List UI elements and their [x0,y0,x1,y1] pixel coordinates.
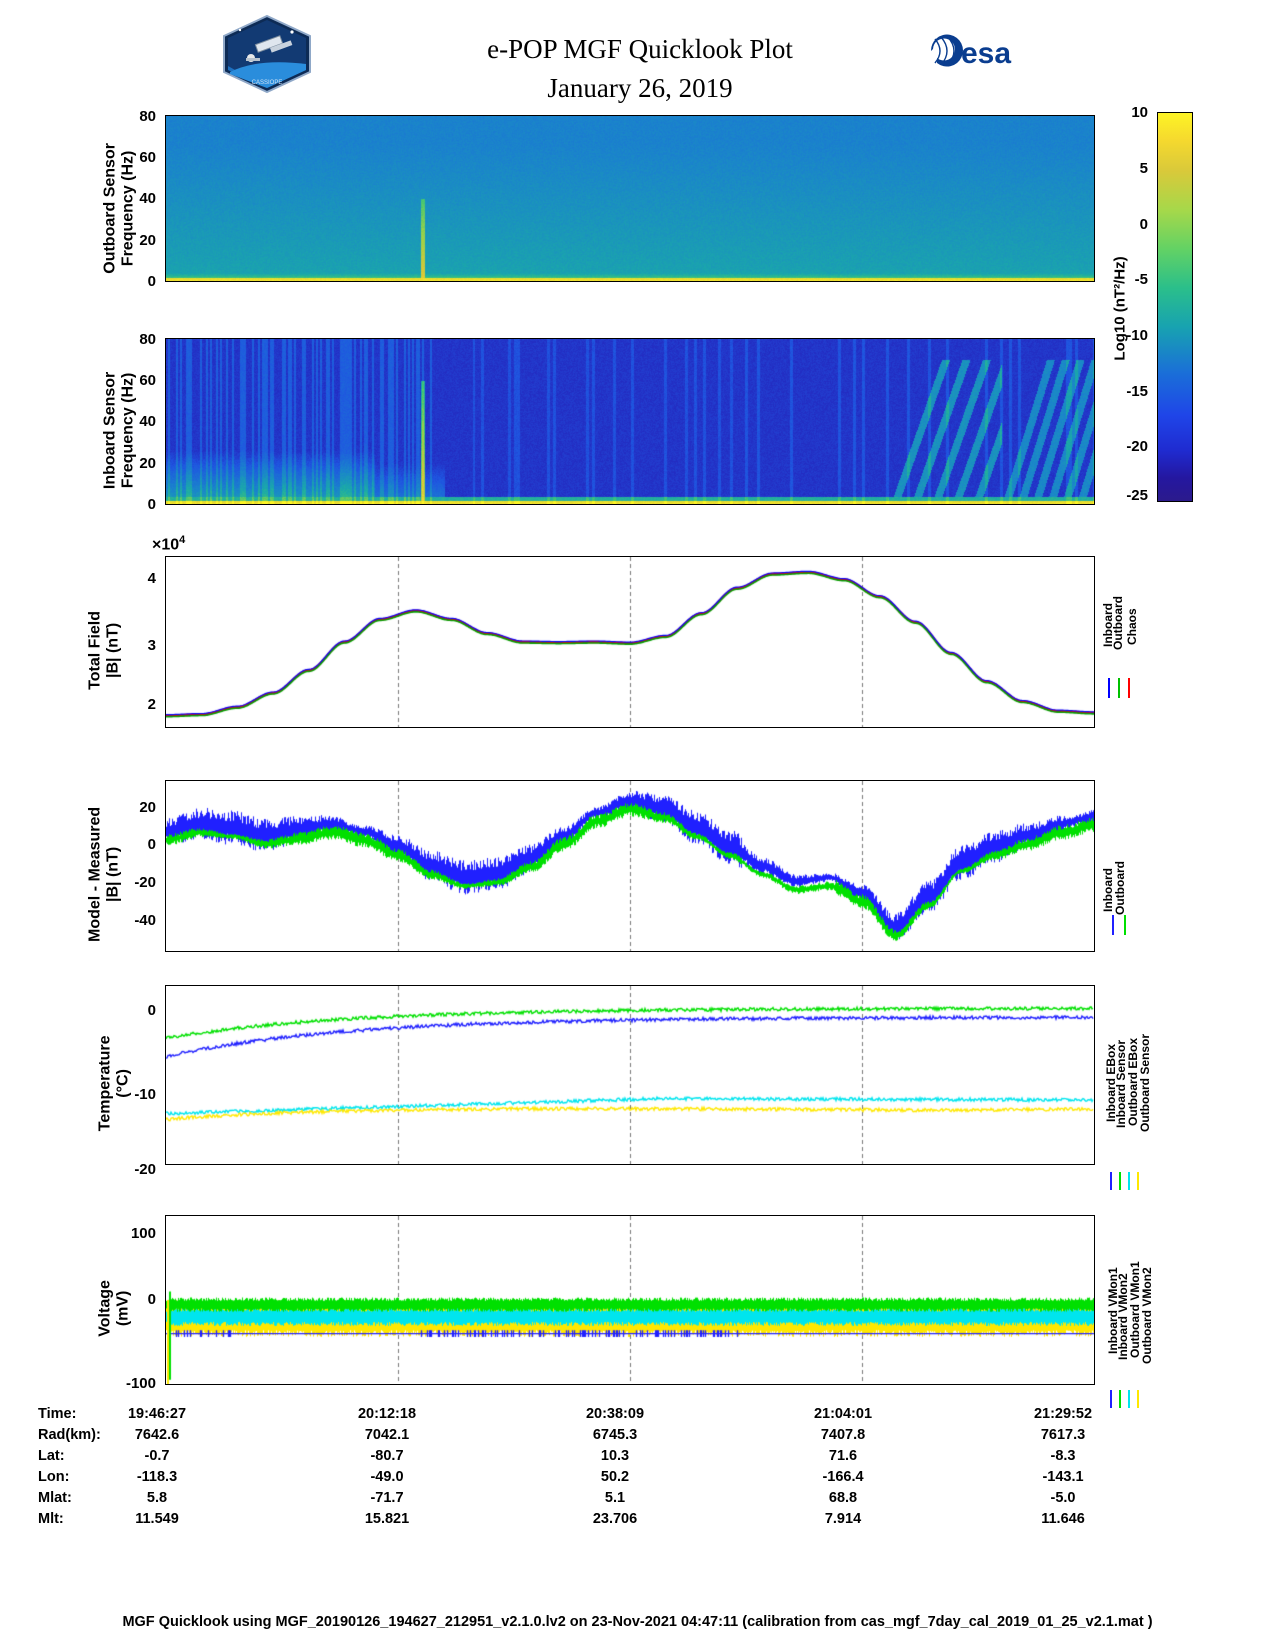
row-label: Rad(km): [38,1427,101,1443]
row-label: Mlat: [38,1490,72,1506]
svg-text:CASSIOPE: CASSIOPE [251,80,283,86]
esa-logo [925,30,1045,72]
row-label: Mlt: [38,1511,64,1527]
table-cell: 5.8 [146,1490,168,1506]
title-line-2: January 26, 2019 [547,73,733,104]
quicklook-plot-page: CASSIOPE e-POP MGF Quicklook Plot January 26, 2019 esa 10 5 0 -5 -10 -15 -20 -25 Log10 (nT²/Hz) Outboard Sensor Frequency (Hz) 80 60 40 20 0 Inboard Sensor Frequency (Hz) 80 60 40 20 0 Total Field |B| (nT) $\times 10^4$ 4 3 2 Inboard Outboard Chaos Model - Measured |B| (nT) 20 0 -20 -40 Inboard Outboard Temperature (°C) 0 -10 -20 Inboard EBox Inboard Sensor Outboard EBox Outboard Sensor Voltage (mV) 100 0 -100 Inboard VMon1 Inboard VMon2 Outboard VMon1 Outboard VMon2 Time: 19:46:27 20:12:18 20:38:09 21:04:01 21:29:52 Rad(km): 7642.6 7042.1 6745.3 7407.8 7617.3 Lat: -0.7 -80.7 10.3 71.6 -8.3 Lon: -118.3 -49.0 50.2 -166.4 -143.1 Mlat: 5.8 -71.7 5.1 68.8 -5.0 Mlt: 11.549 15.821 23.706 7.914 11.646 MGF Quicklook using MGF_20190126_194627_212951_v2.1.0.lv2 on 23-Nov-2021 04:47:11 (calibration from cas_mgf_7day_cal_2019_01_25_v2.1.mat ) [0,0,1275,1650]
total-field-panel [165,556,1095,728]
table-cell: 11.646 [1041,1511,1085,1527]
table-cell: 5.1 [604,1490,626,1506]
table-cell: 68.8 [828,1490,858,1506]
colorbar-label: Log10 (nT²/Hz) [1111,256,1129,361]
temperature-panel [165,985,1095,1165]
table-cell: -143.1 [1042,1469,1084,1485]
inboard-spectrogram-ylabel: Inboard Sensor Frequency (Hz) [101,371,137,490]
legend-swatch-inboard [1112,915,1114,935]
table-cell: -71.7 [370,1490,404,1506]
legend-swatch-outboard [1124,915,1126,935]
ephemeris-table [0,1406,1275,1532]
table-cell: 21:29:52 [1033,1406,1093,1422]
table-row [0,1448,1275,1469]
voltage-ylabel: Voltage (mV) [96,1280,132,1337]
legend-swatch-chaos [1128,678,1130,698]
model-minus-measured-ylabel: Model - Measured |B| (nT) [86,806,122,942]
table-cell: 7.914 [824,1511,862,1527]
table-cell: -49.0 [370,1469,404,1485]
table-row [0,1406,1275,1427]
row-label: Lat: [38,1448,65,1464]
model-minus-measured-panel [165,780,1095,952]
table-cell: 7407.8 [820,1427,866,1443]
legend-swatch-outboard-ebox [1128,1172,1130,1190]
table-cell: 71.6 [828,1448,858,1464]
legend-swatch-inboard [1108,678,1110,698]
row-label: Time: [38,1406,77,1422]
table-cell: 7042.1 [364,1427,410,1443]
table-cell: -118.3 [136,1469,178,1485]
table-cell: 50.2 [600,1469,630,1485]
total-field-ylabel: Total Field |B| (nT) [86,610,122,690]
table-cell: -8.3 [1050,1448,1076,1464]
outboard-spectrogram-panel [165,115,1095,282]
table-cell: 20:38:09 [585,1406,645,1422]
page-title [300,30,980,108]
voltage-panel [165,1215,1095,1385]
table-cell: -80.7 [370,1448,404,1464]
outboard-spectrogram-ylabel: Outboard Sensor Frequency (Hz) [101,143,137,274]
table-row [0,1490,1275,1511]
table-cell: 19:46:27 [127,1406,187,1422]
legend-swatch-inboard-ebox [1110,1172,1112,1190]
table-cell: 7642.6 [134,1427,180,1443]
footer-text: MGF Quicklook using MGF_20190126_194627_212951_v2.1.0.lv2 on 23-Nov-2021 04:47:11 (calibration from cas_mgf_7day_cal_2019_01_25_v2.1.mat ) [122,1614,1153,1630]
title-line-1: e-POP MGF Quicklook Plot [487,34,793,64]
table-cell: 10.3 [600,1448,630,1464]
legend-swatch-inboard-sensor [1119,1172,1121,1190]
table-cell: -166.4 [822,1469,864,1485]
table-cell: 23.706 [592,1511,638,1527]
table-cell: 21:04:01 [813,1406,873,1422]
temperature-ylabel: Temperature (°C) [96,1035,132,1132]
table-cell: 7617.3 [1040,1427,1086,1443]
table-cell: -0.7 [144,1448,170,1464]
legend-swatch-outboard [1118,678,1120,698]
row-label: Lon: [38,1469,70,1485]
colorbar [1157,112,1193,502]
total-field-exponent: $\times 10^4$ [152,534,186,554]
table-cell: 20:12:18 [357,1406,417,1422]
legend-swatch-outboard-sensor [1137,1172,1139,1190]
table-cell: -5.0 [1050,1490,1076,1506]
inboard-spectrogram-panel [165,338,1095,505]
table-row [0,1511,1275,1532]
table-cell: 11.549 [135,1511,179,1527]
table-row [0,1427,1275,1448]
table-cell: 6745.3 [592,1427,638,1443]
table-cell: 15.821 [364,1511,410,1527]
svg-text:esa: esa [961,37,1012,70]
table-row [0,1469,1275,1490]
